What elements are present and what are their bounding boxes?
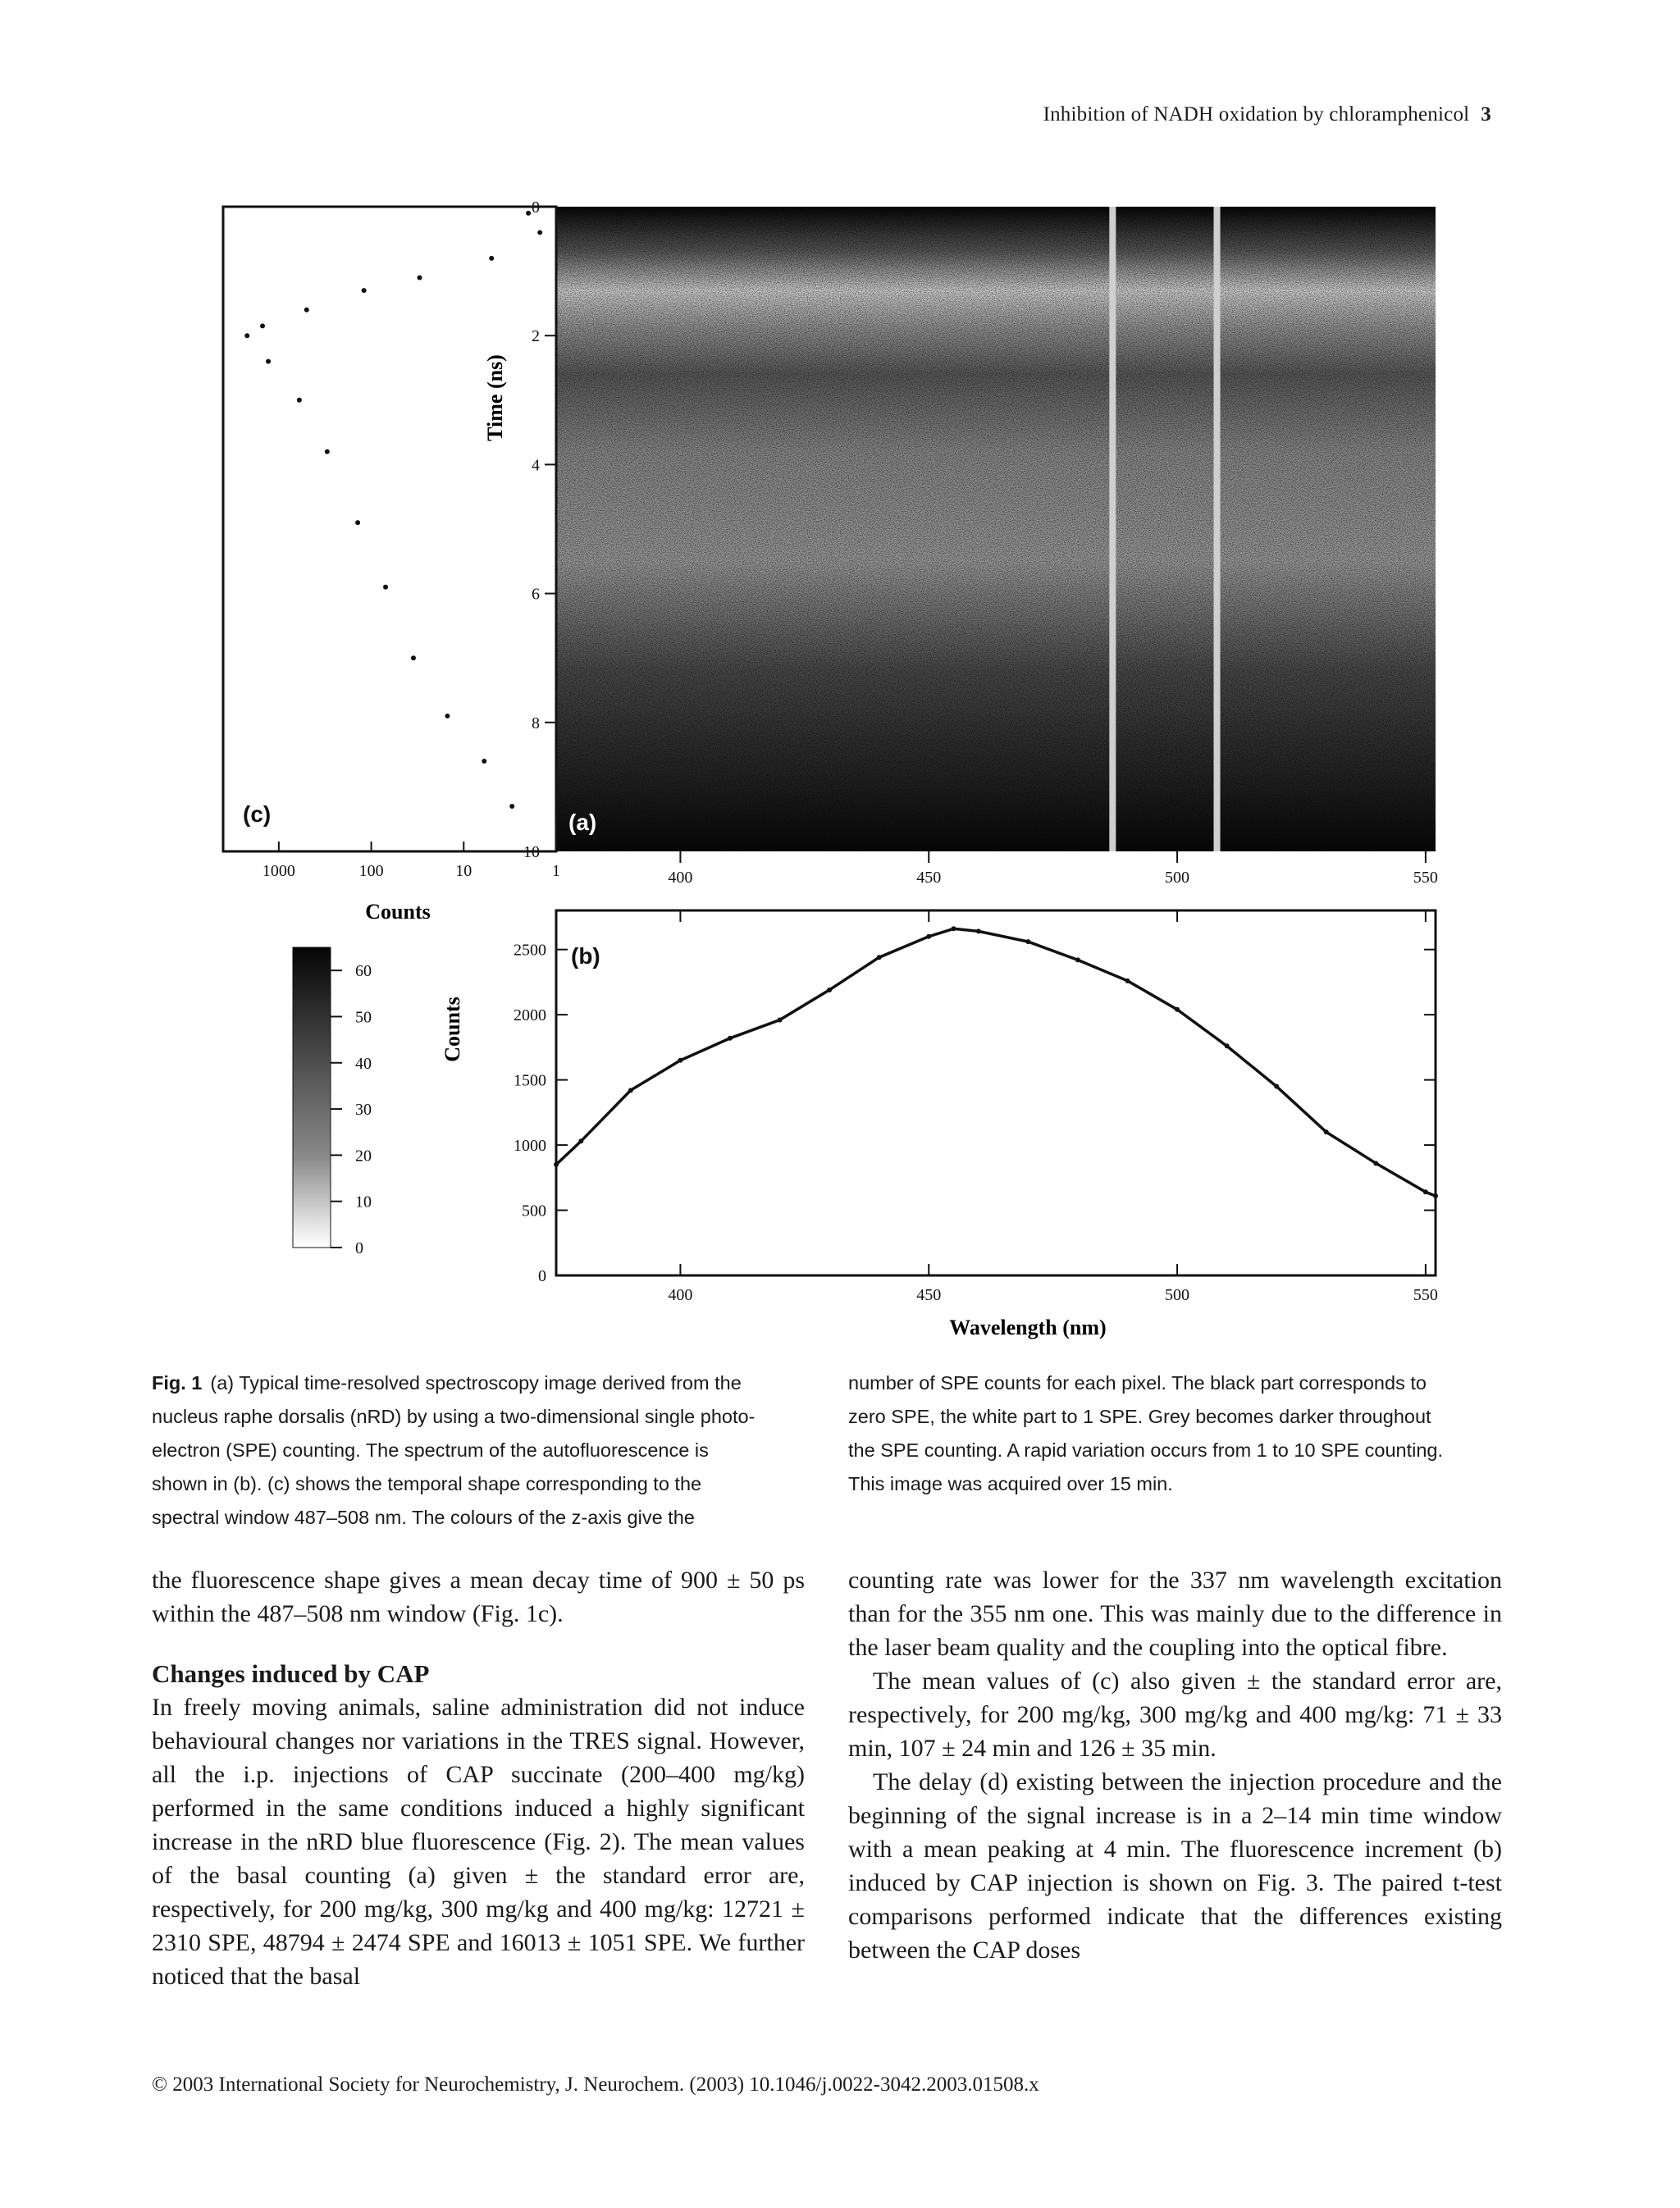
caption-line: This image was acquired over 15 min. (848, 1473, 1173, 1494)
decay-point (526, 211, 531, 216)
decay-point (418, 275, 422, 280)
caption-line: Fig. 1 (a) Typical time-resolved spectroscopy image derived from the (152, 1372, 742, 1394)
colorbar-tick-label: 20 (355, 1147, 372, 1166)
copyright-footer: © 2003 International Society for Neurochemistry, J. Neurochem. (2003) 10.1046/j.0022-3042.2003.01508.x (152, 2073, 1039, 2096)
decay-point (355, 520, 360, 525)
wavelength-tick-label: 550 (1413, 869, 1438, 887)
decay-point (362, 288, 367, 293)
time-axis-label: Time (ns) (483, 354, 507, 441)
paragraph: In freely moving animals, saline administration did not induce behavioural changes nor variations in the TRES signal. However, all the i.p. injections of CAP succinate (200–400 mg/kg) performed in the same conditions induced a highly significant increase in the nRD blue fluorescence (Fig. 2). The mean values of the basal counting (a) given ± the standard error are, respectively, for 200 mg/kg, 300 mg/kg and 400 mg/kg: 12721 ± 2310 SPE, 48794 ± 2474 SPE and 16013 ± 1051 SPE. We further noticed that the basal (152, 1694, 805, 1990)
decay-point (244, 333, 249, 338)
fig-label: Fig. 1 (152, 1372, 203, 1394)
colorbar-tick-label: 50 (355, 1008, 372, 1027)
wavelength-tick-label: 450 (916, 869, 942, 887)
colorbar (293, 947, 331, 1248)
decay-point (383, 585, 388, 590)
caption-line: nucleus raphe dorsalis (nRD) by using a two-dimensional single photo- (152, 1406, 756, 1427)
spectrum-y-tick-label: 1500 (514, 1071, 546, 1090)
counts-tick-label: 1000 (262, 862, 295, 880)
decay-point (445, 714, 450, 719)
time-tick-label: 10 (523, 843, 540, 861)
heatmap-grain (556, 207, 1436, 851)
spectrum-y-tick-label: 2000 (514, 1006, 546, 1025)
decay-point (482, 759, 486, 764)
spectrum-x-tick-label: 400 (668, 1286, 693, 1304)
counts-tick-label: 1 (552, 862, 560, 880)
caption-line: the SPE counting. A rapid variation occurs from 1 to 10 SPE counting. (848, 1439, 1444, 1461)
colorbar-axis (331, 962, 372, 1257)
figure-caption-left (152, 1366, 805, 1535)
colorbar-tick-label: 40 (355, 1054, 372, 1073)
time-tick-label: 0 (532, 198, 540, 217)
running-title: Inhibition of NADH oxidation by chloramphenicol (1043, 103, 1470, 125)
panel-b-frame (556, 910, 1436, 1275)
colorbar-tick-label: 60 (355, 962, 372, 981)
caption-line: spectral window 487–508 nm. The colours of the z-axis give the (152, 1507, 695, 1528)
paragraph: counting rate was lower for the 337 nm wavelength excitation than for the 355 nm one. This was mainly due to the difference in the laser beam quality and the coupling into the optical fibre. (848, 1567, 1502, 1661)
colorbar-tick-label: 30 (355, 1101, 372, 1120)
wavelength-tick-label: 400 (668, 869, 693, 887)
page-number: 3 (1481, 103, 1491, 125)
decay-point (489, 256, 494, 261)
wavelength-tick-label: 500 (1165, 869, 1190, 887)
wavelength-axis-a (668, 851, 1437, 887)
time-tick-label: 2 (532, 327, 540, 346)
spectrum-y-tick-label: 1000 (514, 1137, 546, 1156)
spectrum-x-tick-label: 450 (916, 1286, 942, 1304)
spectrum-x-label: Wavelength (nm) (949, 1316, 1107, 1339)
decay-point (260, 323, 265, 328)
spectrum-x-tick-label: 550 (1413, 1286, 1438, 1304)
body-column-left (152, 1563, 805, 1993)
caption-line: electron (SPE) counting. The spectrum of the autofluorescence is (152, 1439, 709, 1461)
decay-point (537, 230, 542, 235)
spectrum-y-tick-label: 0 (538, 1267, 546, 1285)
decay-point (509, 804, 514, 809)
panel-c-frame (223, 207, 556, 851)
decay-point (304, 308, 309, 312)
section-heading: Changes induced by CAP (152, 1659, 430, 1688)
spectrum-y-tick-label: 500 (522, 1202, 546, 1220)
spectrum-y-label: Counts (441, 997, 464, 1062)
counts-tick-label: 10 (455, 862, 472, 880)
decay-point (411, 655, 416, 660)
decay-point (325, 449, 330, 454)
caption-line: shown in (b). (c) shows the temporal shape corresponding to the (152, 1473, 702, 1494)
body-column-right (848, 1563, 1502, 1967)
spectrum-x-tick-label: 500 (1165, 1286, 1190, 1304)
time-tick-label: 8 (532, 714, 540, 732)
panel-c-label: (c) (243, 801, 272, 827)
counts-axis-c-label: Counts (365, 900, 431, 924)
panel-a-label: (a) (568, 810, 597, 835)
counts-tick-label: 100 (358, 862, 384, 880)
decay-point (297, 398, 302, 403)
colorbar-tick-label: 10 (355, 1193, 372, 1211)
decay-point (266, 359, 271, 364)
paragraph: The delay (d) existing between the injection procedure and the beginning of the signal increase is in a 2–14 min time window with a mean peaking at 4 min. The fluorescence increment (b) induced by CAP injection is shown on Fig. 3. The paired t-test comparisons performed indicate that the differences existing between the CAP doses (848, 1768, 1502, 1964)
time-tick-label: 4 (532, 456, 540, 475)
panel-b-label: (b) (571, 943, 600, 969)
figure-caption-right (848, 1366, 1502, 1501)
caption-line: zero SPE, the white part to 1 SPE. Grey becomes darker throughout (848, 1406, 1431, 1427)
caption-line: number of SPE counts for each pixel. The black part corresponds to (848, 1372, 1427, 1394)
paragraph: The mean values of (c) also given ± the standard error are, respectively, for 200 mg/kg, 300 mg/kg and 400 mg/kg: 71 ± 33 min, 107 ± 24 min and 126 ± 35 min. (848, 1667, 1502, 1762)
time-tick-label: 6 (532, 585, 540, 604)
spectrum-y-tick-label: 2500 (514, 941, 546, 960)
colorbar-tick-label: 0 (355, 1239, 363, 1257)
paragraph: the fluorescence shape gives a mean decay time of 900 ± 50 ps within the 487–508 nm window (Fig. 1c). (152, 1567, 805, 1627)
